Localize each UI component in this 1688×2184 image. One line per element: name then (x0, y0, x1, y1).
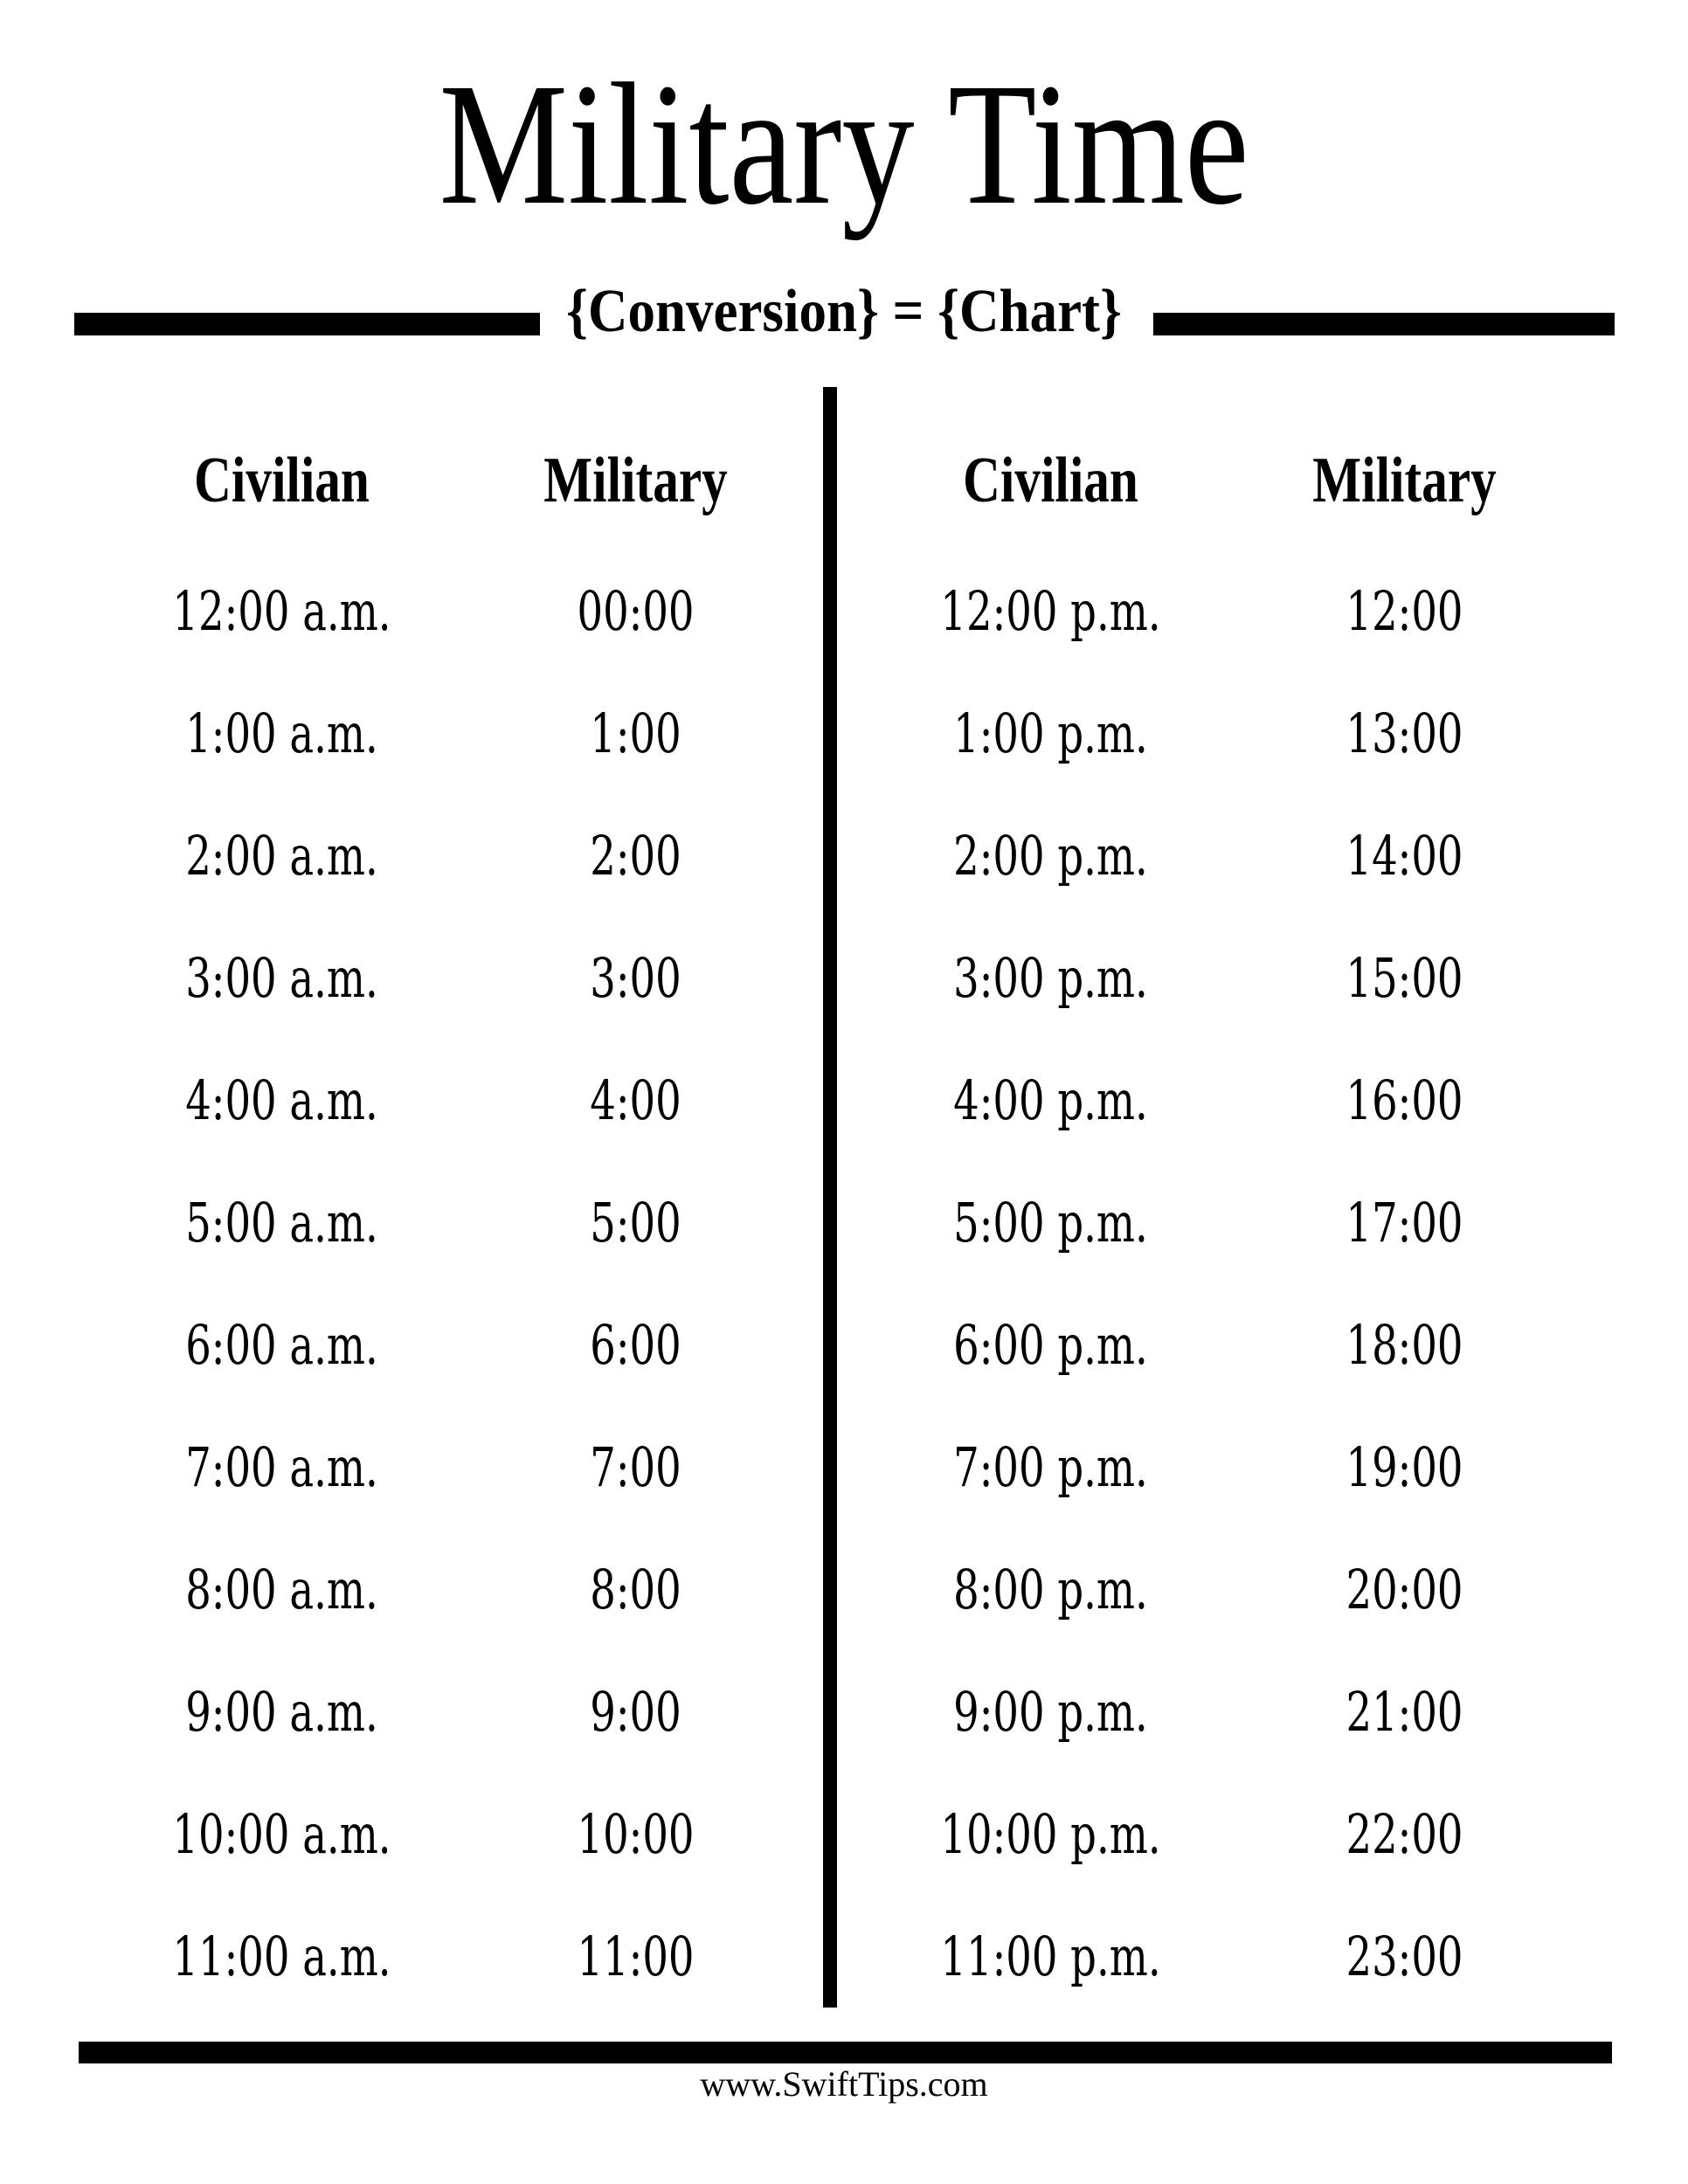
civilian-time-cell: 7:00 p.m. (953, 1435, 1148, 1499)
civilian-time-cell: 7:00 a.m. (185, 1435, 378, 1499)
military-time-cell: 4:00 (590, 1068, 681, 1132)
civilian-time-cell: 4:00 p.m. (953, 1068, 1148, 1132)
table-row (105, 1162, 813, 1284)
civilian-time-cell: 5:00 a.m. (185, 1191, 378, 1254)
civilian-time-cell: 4:00 a.m. (185, 1068, 378, 1132)
military-time-cell: 10:00 (577, 1802, 695, 1866)
civilian-time-cell: 9:00 p.m. (953, 1680, 1148, 1744)
civilian-time-cell: 9:00 a.m. (185, 1680, 378, 1744)
table-row (874, 1406, 1581, 1529)
civilian-time-cell: 1:00 p.m. (953, 702, 1148, 765)
footer-url: www.SwiftTips.com (700, 2064, 988, 2104)
military-time-cell: 1:00 (590, 702, 681, 765)
military-time-cell: 11:00 (577, 1925, 695, 1988)
table-row (105, 550, 813, 673)
pm-table-body (874, 550, 1581, 2018)
civilian-time-cell: 11:00 a.m. (172, 1925, 391, 1988)
table-row (105, 795, 813, 917)
civilian-time-cell: 6:00 a.m. (185, 1313, 378, 1377)
am-table-header-row (105, 411, 813, 550)
military-time-cell: 14:00 (1346, 824, 1463, 888)
military-time-cell: 19:00 (1346, 1435, 1463, 1499)
military-time-cell: 5:00 (590, 1191, 681, 1254)
military-header: Military (543, 445, 728, 516)
table-row (874, 917, 1581, 1040)
table-row (105, 917, 813, 1040)
civilian-header: Civilian (963, 445, 1138, 516)
table-row (874, 1162, 1581, 1284)
table-row (874, 1773, 1581, 1896)
table-row (105, 673, 813, 795)
page-title: Military Time (439, 48, 1249, 241)
military-time-cell: 9:00 (590, 1680, 681, 1744)
military-time-cell: 00:00 (577, 579, 695, 643)
table-row (874, 1651, 1581, 1773)
table-row (105, 1406, 813, 1529)
military-time-cell: 7:00 (590, 1435, 681, 1499)
vertical-divider (823, 387, 837, 2008)
civilian-time-cell: 10:00 a.m. (172, 1802, 391, 1866)
table-row (874, 1529, 1581, 1651)
civilian-time-cell: 3:00 a.m. (185, 946, 378, 1010)
civilian-time-cell: 8:00 a.m. (185, 1558, 378, 1621)
table-row (105, 1773, 813, 1896)
civilian-time-cell: 2:00 a.m. (185, 824, 378, 888)
military-time-cell: 18:00 (1346, 1313, 1463, 1377)
military-time-cell: 22:00 (1346, 1802, 1463, 1866)
civilian-time-cell: 3:00 p.m. (953, 946, 1148, 1010)
military-time-cell: 13:00 (1346, 702, 1463, 765)
military-time-cell: 15:00 (1346, 946, 1463, 1010)
table-row (105, 1284, 813, 1406)
table-row (874, 1284, 1581, 1406)
military-time-cell: 8:00 (590, 1558, 681, 1621)
military-time-cell: 3:00 (590, 946, 681, 1010)
civilian-time-cell: 5:00 p.m. (953, 1191, 1148, 1254)
civilian-time-cell: 6:00 p.m. (953, 1313, 1148, 1377)
civilian-header: Civilian (194, 445, 370, 516)
table-row (874, 1896, 1581, 2018)
military-header: Military (1312, 445, 1497, 516)
civilian-time-cell: 10:00 p.m. (940, 1802, 1161, 1866)
civilian-time-cell: 12:00 p.m. (940, 579, 1161, 643)
subtitle-right-bar (1153, 313, 1615, 335)
table-row (874, 795, 1581, 917)
civilian-time-cell: 8:00 p.m. (953, 1558, 1148, 1621)
table-row (105, 1040, 813, 1162)
military-time-cell: 23:00 (1346, 1925, 1463, 1988)
table-row (105, 1651, 813, 1773)
military-time-cell: 21:00 (1346, 1680, 1463, 1744)
civilian-time-cell: 12:00 a.m. (172, 579, 391, 643)
pm-conversion-table (874, 411, 1581, 2018)
military-time-cell: 20:00 (1346, 1558, 1463, 1621)
table-row (105, 1896, 813, 2018)
civilian-time-cell: 11:00 p.m. (940, 1925, 1161, 1988)
pm-table-header-row (874, 411, 1581, 550)
military-time-cell: 12:00 (1346, 579, 1463, 643)
civilian-time-cell: 1:00 a.m. (185, 702, 378, 765)
military-time-cell: 2:00 (590, 824, 681, 888)
table-row (874, 550, 1581, 673)
military-time-cell: 16:00 (1346, 1068, 1463, 1132)
table-row (874, 1040, 1581, 1162)
military-time-cell: 17:00 (1346, 1191, 1463, 1254)
military-time-cell: 6:00 (590, 1313, 681, 1377)
table-row (105, 1529, 813, 1651)
am-conversion-table (105, 411, 813, 2018)
civilian-time-cell: 2:00 p.m. (953, 824, 1148, 888)
footer-bar (79, 2042, 1612, 2063)
page-subtitle: {Conversion} = {Chart} (566, 278, 1122, 345)
am-table-body (105, 550, 813, 2018)
table-row (874, 673, 1581, 795)
